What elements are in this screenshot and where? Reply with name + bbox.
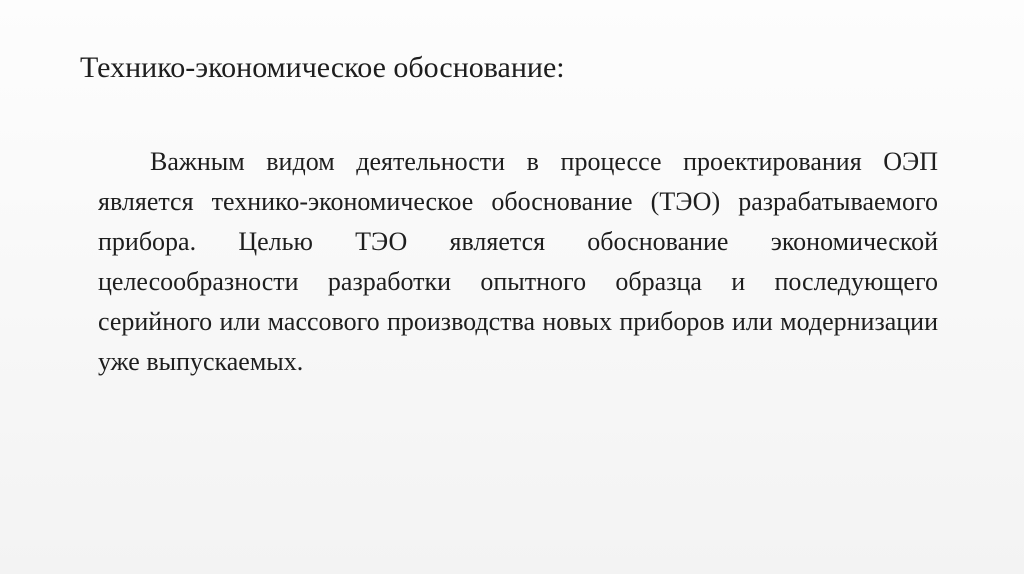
body-paragraph: Важным видом деятельности в процессе проектирования ОЭП является технико-экономическое обоснование (ТЭО) разрабатываемого прибора. Целью ТЭО является обоснование экономической целесообразности разработки опытного образца и последующего серийного или массового производства новых приборов или модернизации уже выпускаемых. [98,147,938,376]
slide-title: Технико-экономическое обоснование: [80,51,565,84]
